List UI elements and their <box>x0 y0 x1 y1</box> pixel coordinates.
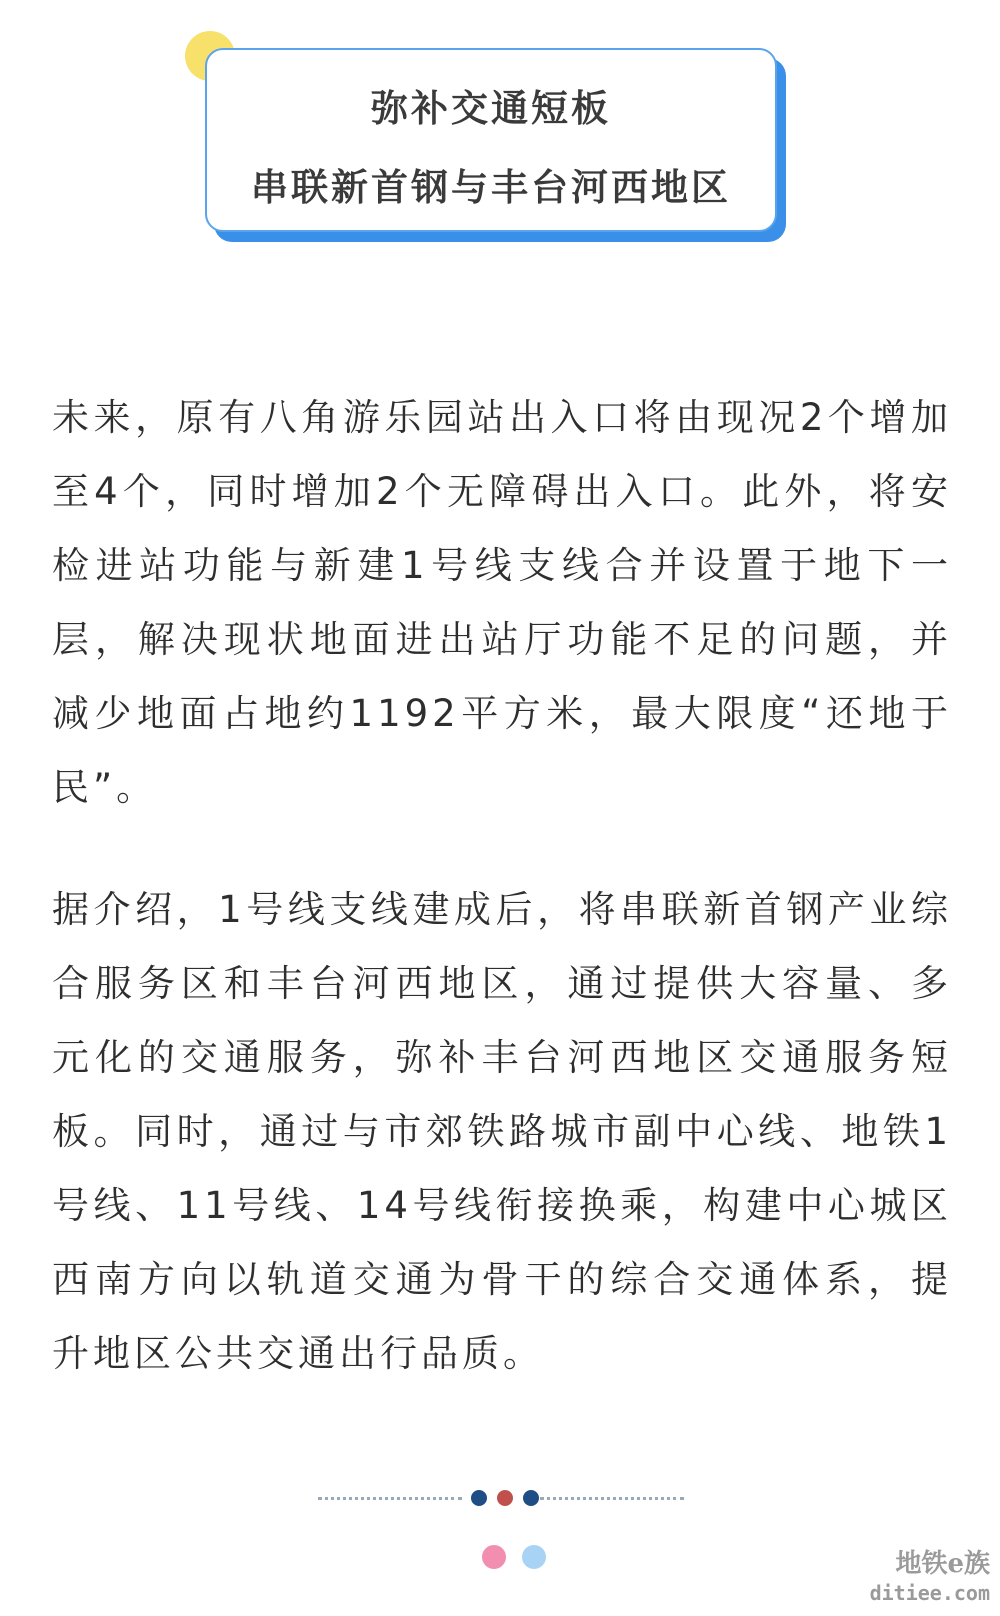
pink-dot <box>482 1545 506 1569</box>
divider-dot-navy-2 <box>523 1490 539 1506</box>
title-line-2: 串联新首钢与丰台河西地区 <box>251 166 731 209</box>
footer-dots <box>482 1545 562 1575</box>
paragraph-2: 据介绍，1号线支线建成后，将串联新首钢产业综合服务区和丰台河西地区，通过提供大容量、多元化的交通服务，弥补丰台河西地区交通服务短板。同时，通过与市郊铁路城市副中心线、地铁1号线、11号线、14号线衔接换乘，构建中心城区西南方向以轨道交通为骨干的综合交通体系，提升地区公共交通出行品质。 <box>52 888 952 1375</box>
light-blue-dot <box>522 1545 546 1569</box>
watermark <box>830 1548 990 1612</box>
title-line-1: 弥补交通短板 <box>371 87 611 130</box>
dotted-line-left <box>318 1497 462 1500</box>
paragraph-1: 未来，原有八角游乐园站出入口将由现况2个增加至4个，同时增加2个无障碍出入口。此外，将安检进站功能与新建1号线支线合并设置于地下一层，解决现状地面进出站厅功能不足的问题，并减少地面占地约1192平方米，最大限度“还地于民”。 <box>52 396 952 809</box>
watermark-brand: 地铁e族 <box>895 1549 990 1579</box>
section-divider <box>300 1488 700 1508</box>
dotted-line-right <box>540 1497 684 1500</box>
divider-dot-navy-1 <box>471 1490 487 1506</box>
title-card <box>205 48 777 232</box>
title-section <box>0 0 1000 260</box>
divider-dot-red <box>497 1490 513 1506</box>
watermark-domain: ditiee.com <box>869 1581 990 1605</box>
